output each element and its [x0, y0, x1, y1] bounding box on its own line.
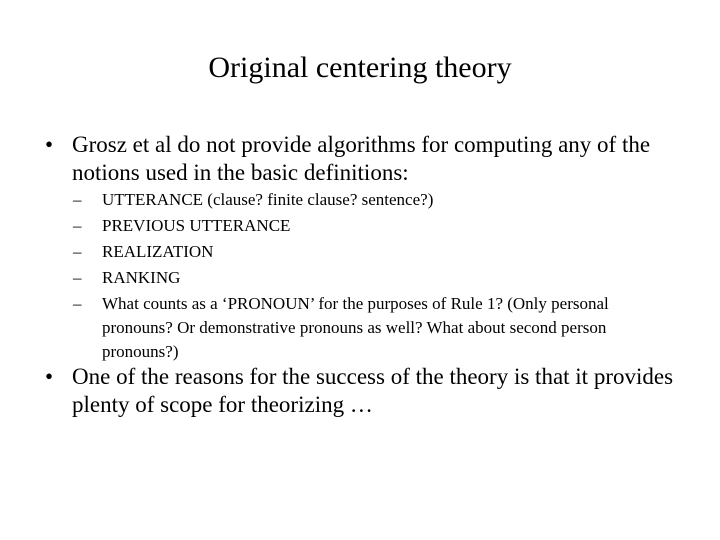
sub-item — [73, 292, 672, 364]
sub-item-text: UTTERANCE (clause? finite clause? sentence?) — [102, 190, 434, 209]
sub-item-text: RANKING — [102, 268, 181, 287]
sub-item-text: PREVIOUS UTTERANCE — [102, 216, 291, 235]
bullet-item — [45, 363, 692, 419]
sub-item — [73, 239, 672, 265]
bullet-marker: • — [45, 132, 54, 157]
sub-item — [73, 213, 672, 239]
sub-item-marker: – — [73, 268, 82, 287]
slide-title: Original centering theory — [208, 51, 512, 84]
sub-item-text: What counts as a ‘PRONOUN’ for the purposes of Rule 1? (Only personal pronouns? Or demonstrative pronouns as well? What about second person pronouns?) — [102, 294, 609, 361]
sub-item-marker: – — [73, 242, 82, 261]
sub-list — [73, 187, 672, 364]
sub-item-marker: – — [73, 294, 82, 313]
sub-item-marker: – — [73, 216, 82, 235]
sub-item — [73, 265, 672, 291]
bullet-item — [45, 131, 692, 187]
sub-item-marker: – — [73, 190, 82, 209]
sub-item-text: REALIZATION — [102, 242, 214, 261]
bullet-text: One of the reasons for the success of the theory is that it provides plenty of scope for theorizing … — [72, 364, 674, 417]
bullet-marker: • — [45, 364, 54, 389]
sub-item — [73, 187, 672, 213]
bullet-text: Grosz et al do not provide algorithms for computing any of the notions used in the basic definitions: — [72, 132, 651, 185]
